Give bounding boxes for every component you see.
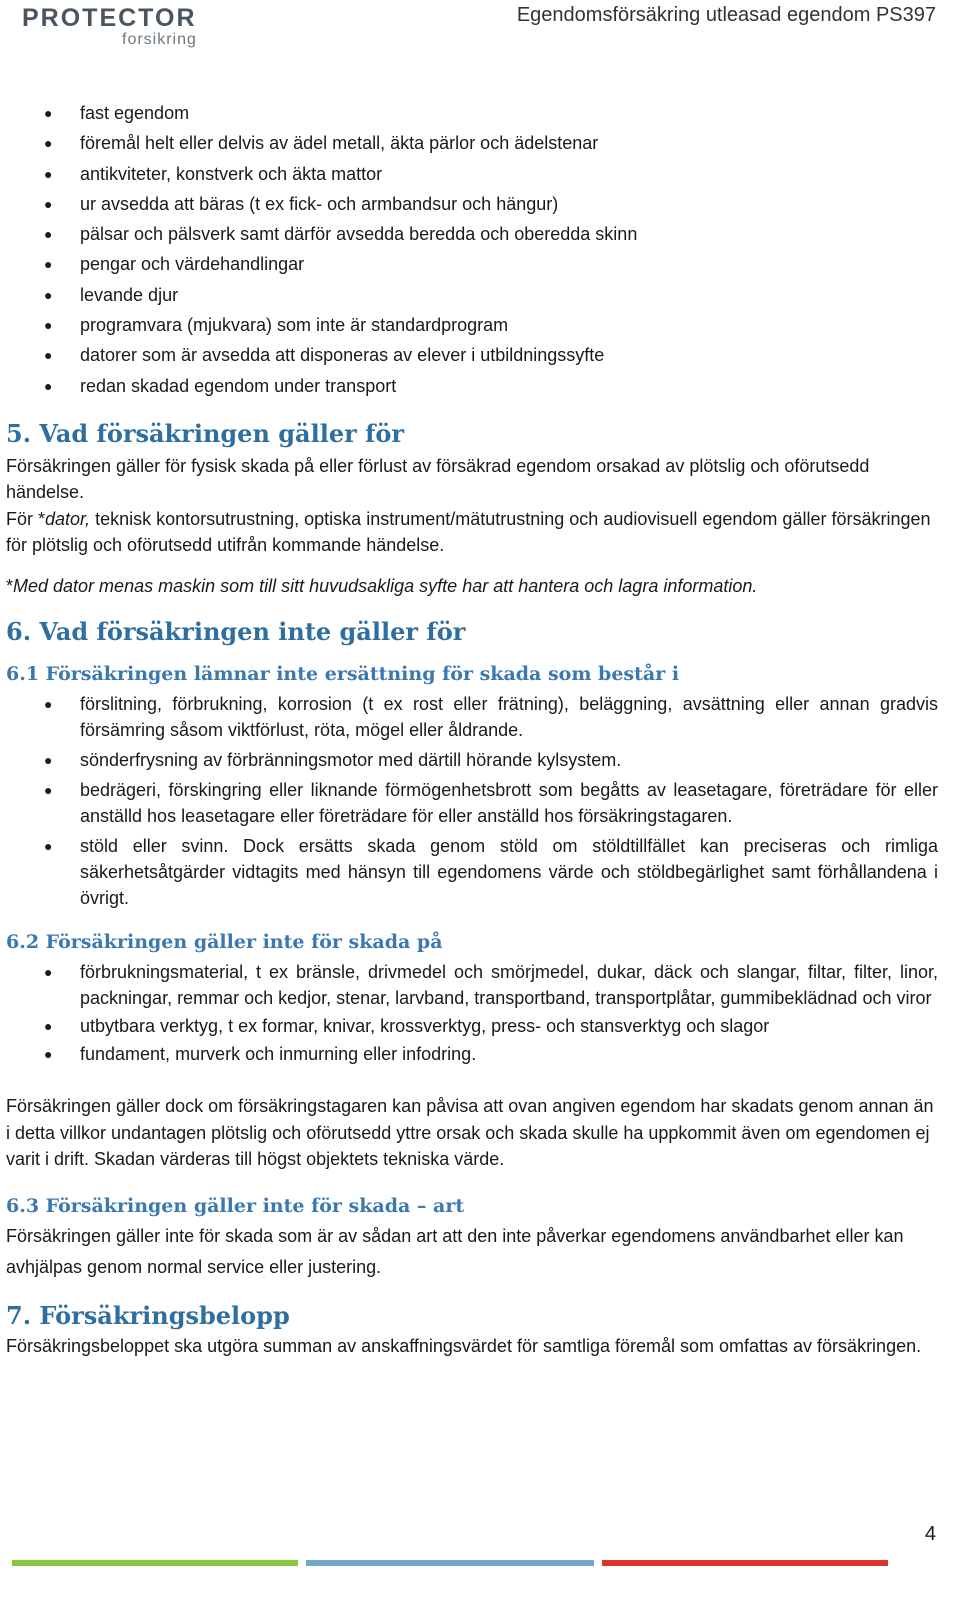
list-item: ● förbrukningsmaterial, t ex bränsle, drivmedel och smörjmedel, dukar, däck och slangar, filtar, filter, linor, packningar, remmar och kedjor, stenar, larvband, transportband, transportplåtar, gummibeklädnad och viror (44, 962, 938, 1009)
section-6-3-paragraph: Försäkringen gäller inte för skada som är av sådan art att den inte påverkar egendomens användbarhet eller kan avhjälpas genom normal service eller justering. (6, 1225, 904, 1277)
footer-color-bars (12, 1560, 948, 1566)
list-item: ● förslitning, förbrukning, korrosion (t ex rost eller frätning), beläggning, avsättning eller annan gradvis försämring såsom viktförlust, röta, mögel eller åldrande. (44, 694, 938, 741)
list-item: ● stöld eller svinn. Dock ersätts skada genom stöld om stöldtillfället kan preciseras och rimliga säkerhetsåtgärder vidtagits med hänsyn till egendomens värde och stöldbegärlighet samt förhållandena i övrigt. (44, 836, 938, 909)
section-5-heading: 5. Vad försäkringen gäller för (6, 418, 405, 448)
section-6-heading: 6. Vad försäkringen inte gäller för (6, 617, 466, 647)
document-body (0, 100, 960, 1359)
logo-wordmark: PROTECTOR (22, 4, 197, 32)
list-item: ● datorer som är avsedda att disponeras av elever i utbildningssyfte (44, 345, 605, 366)
list-item: ● bedrägeri, förskingring eller liknande förmögenhetsbrott som begåtts av leasetagare, företrädare för eller anställd hos leasetagare eller företrädare för eller anställd hos försäkringstagaren. (44, 780, 938, 827)
section-6-3-heading: 6.3 Försäkringen gäller inte för skada – art (6, 1194, 465, 1217)
section-6-2-list (0, 959, 960, 1067)
list-item: ● antikviteter, konstverk och äkta mattor (44, 163, 383, 184)
section-5-paragraph-2: För *dator, teknisk kontorsutrustning, optiska instrument/mätutrustning och audiovisuell egendom gäller försäkringen för plötslig och oförutsedd utifrån kommande händelse. (6, 508, 931, 556)
list-item: ● redan skadad egendom under transport (44, 375, 397, 396)
section-6-1-heading: 6.1 Försäkringen lämnar inte ersättning för skada som består i (6, 663, 680, 686)
page-header (0, 0, 960, 60)
section-7-paragraph: Försäkringsbeloppet ska utgöra summan av anskaffningsvärdet för samtliga föremål som omfattas av försäkringen. (6, 1335, 922, 1356)
footer-bar-red (602, 1560, 888, 1566)
page-number: 4 (924, 1523, 936, 1545)
list-item: ● fundament, murverk och inmurning eller infodring. (44, 1044, 477, 1065)
list-item: ● ur avsedda att bäras (t ex fick- och armbandsur och hängur) (44, 193, 559, 214)
section-6-2-paragraph: Försäkringen gäller dock om försäkringstagaren kan påvisa att ovan angiven egendom har skadats genom annan än i detta villkor undantagen plötslig och oförutsedd yttre orsak och skada skulle ha uppkommit även om egendomen ej varit i drift. Skadan värderas till högst objektets tekniska värde. (6, 1096, 934, 1170)
section-7-heading: 7. Försäkringsbelopp (6, 1300, 290, 1330)
document-title: Egendomsförsäkring utleasad egendom PS397 (516, 4, 936, 26)
list-item: ● pengar och värdehandlingar (44, 254, 305, 275)
footer-bar-green (12, 1560, 298, 1566)
excluded-property-list (0, 100, 960, 403)
list-item: ● programvara (mjukvara) som inte är standardprogram (44, 315, 509, 336)
section-5-paragraph-1: Försäkringen gäller för fysisk skada på eller förlust av försäkrad egendom orsakad av plötslig och oförutsedd händelse. (6, 455, 870, 503)
list-item: ● pälsar och pälsverk samt därför avsedda beredda och oberedda skinn (44, 224, 638, 245)
section-6-2-heading: 6.2 Försäkringen gäller inte för skada på (6, 931, 443, 954)
section-5-footnote: *Med dator menas maskin som till sitt huvudsakliga syfte har att hantera och lagra information. (6, 575, 758, 596)
list-item: ● levande djur (44, 284, 179, 305)
list-item: ● sönderfrysning av förbränningsmotor med därtill hörande kylsystem. (44, 750, 622, 771)
section-6-1-list (0, 691, 960, 911)
footer-bar-blue (306, 1560, 594, 1566)
logo-subtitle: forsikring (122, 31, 197, 48)
protector-logo (22, 4, 197, 48)
list-item: ● fast egendom (44, 103, 190, 123)
list-item: ● föremål helt eller delvis av ädel metall, äkta pärlor och ädelstenar (44, 133, 599, 154)
list-item: ● utbytbara verktyg, t ex formar, knivar, krossverktyg, press- och stansverktyg och slagor (44, 1016, 770, 1037)
